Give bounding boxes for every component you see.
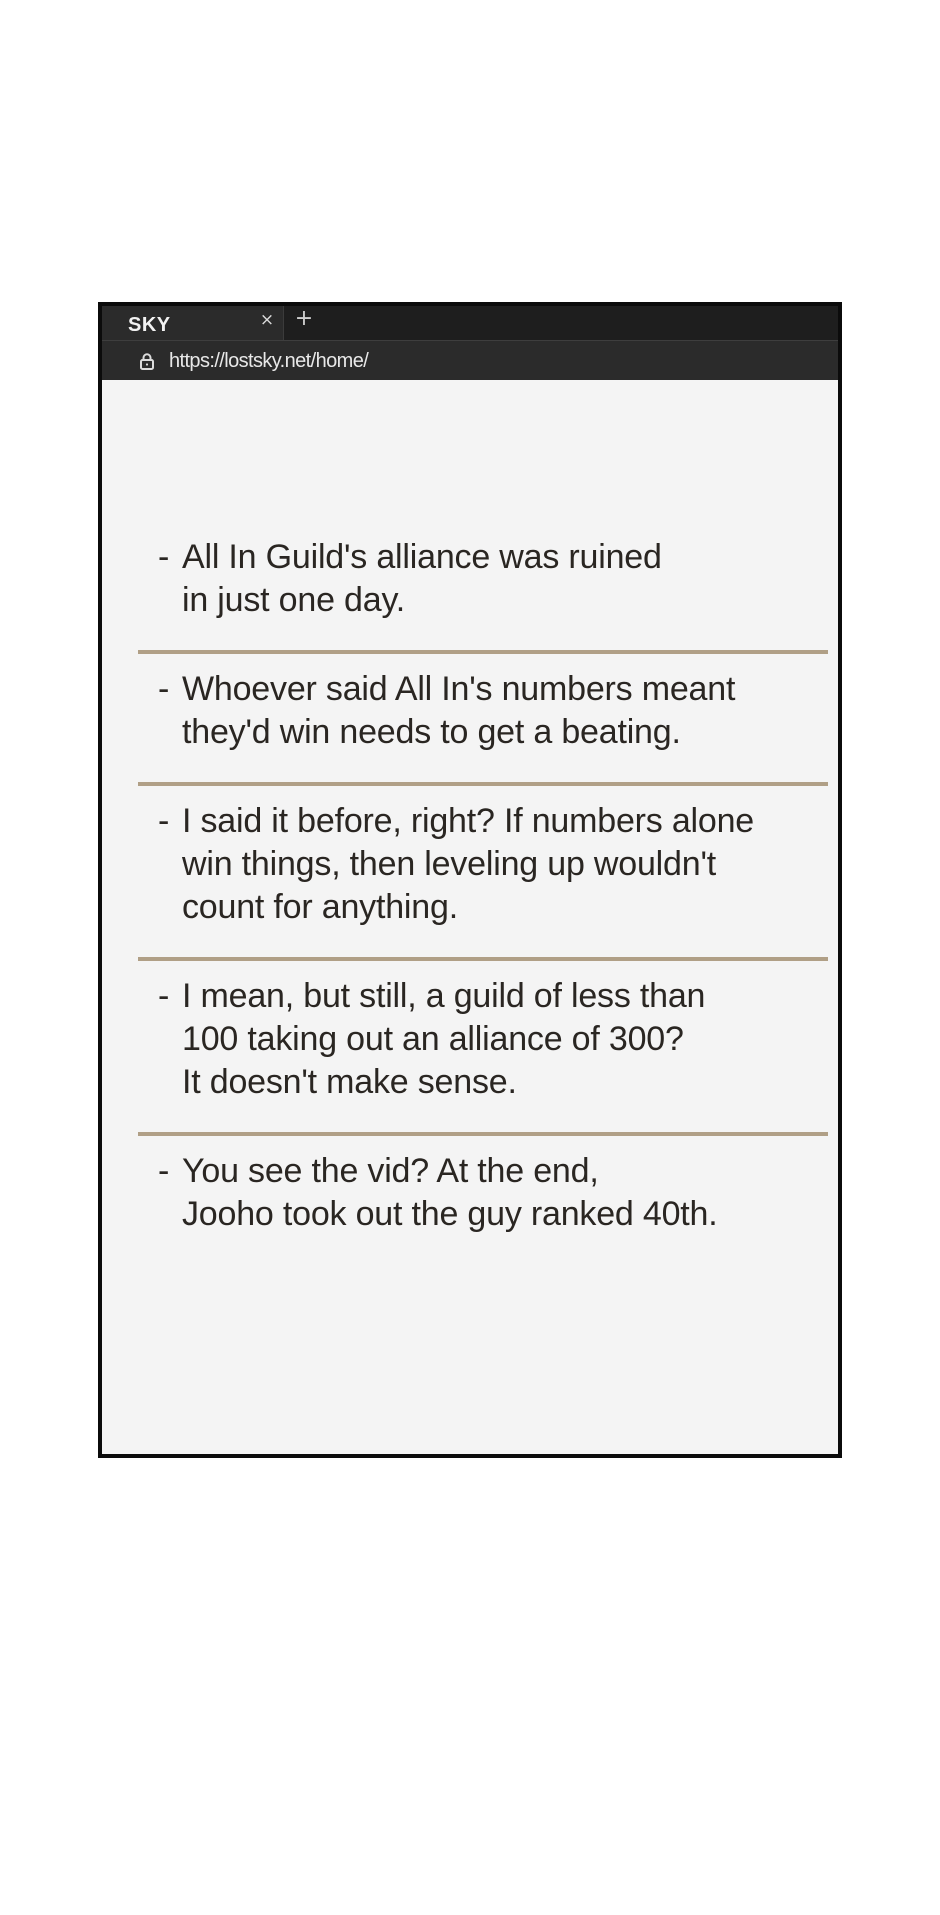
comment-dash: - xyxy=(158,670,170,708)
address-bar[interactable] xyxy=(102,340,838,380)
plus-icon[interactable]: + xyxy=(294,306,314,331)
tab-title: SKY xyxy=(128,314,171,336)
browser-window xyxy=(98,302,842,1458)
comment-item xyxy=(138,536,828,636)
comment-dash: - xyxy=(158,1152,170,1190)
comment-text: You see the vid? At the end, Jooho took out the guy ranked 40th. xyxy=(182,1152,718,1233)
comment-dash: - xyxy=(158,538,170,576)
comment-text: Whoever said All In's numbers meant they'd win needs to get a beating. xyxy=(182,670,736,751)
browser-tab[interactable] xyxy=(102,306,284,340)
comment-dash: - xyxy=(158,802,170,840)
tab-bar xyxy=(102,306,838,340)
page-content xyxy=(102,380,838,1454)
comment-item xyxy=(138,650,828,768)
comment-item xyxy=(138,1132,828,1236)
comment-text: I said it before, right? If numbers alone win things, then leveling up wouldn't count for anything. xyxy=(182,802,755,926)
comment-dash: - xyxy=(158,977,170,1015)
comment-item xyxy=(138,957,828,1118)
comment-list xyxy=(138,536,828,1236)
close-icon[interactable]: × xyxy=(259,310,275,330)
comment-text: All In Guild's alliance was ruined in just one day. xyxy=(182,538,662,619)
url-text[interactable]: https://lostsky.net/home/ xyxy=(169,350,369,372)
comment-item xyxy=(138,782,828,943)
lock-icon xyxy=(138,352,156,370)
comment-text: I mean, but still, a guild of less than 100 taking out an alliance of 300? It doesn't make sense. xyxy=(182,977,706,1101)
